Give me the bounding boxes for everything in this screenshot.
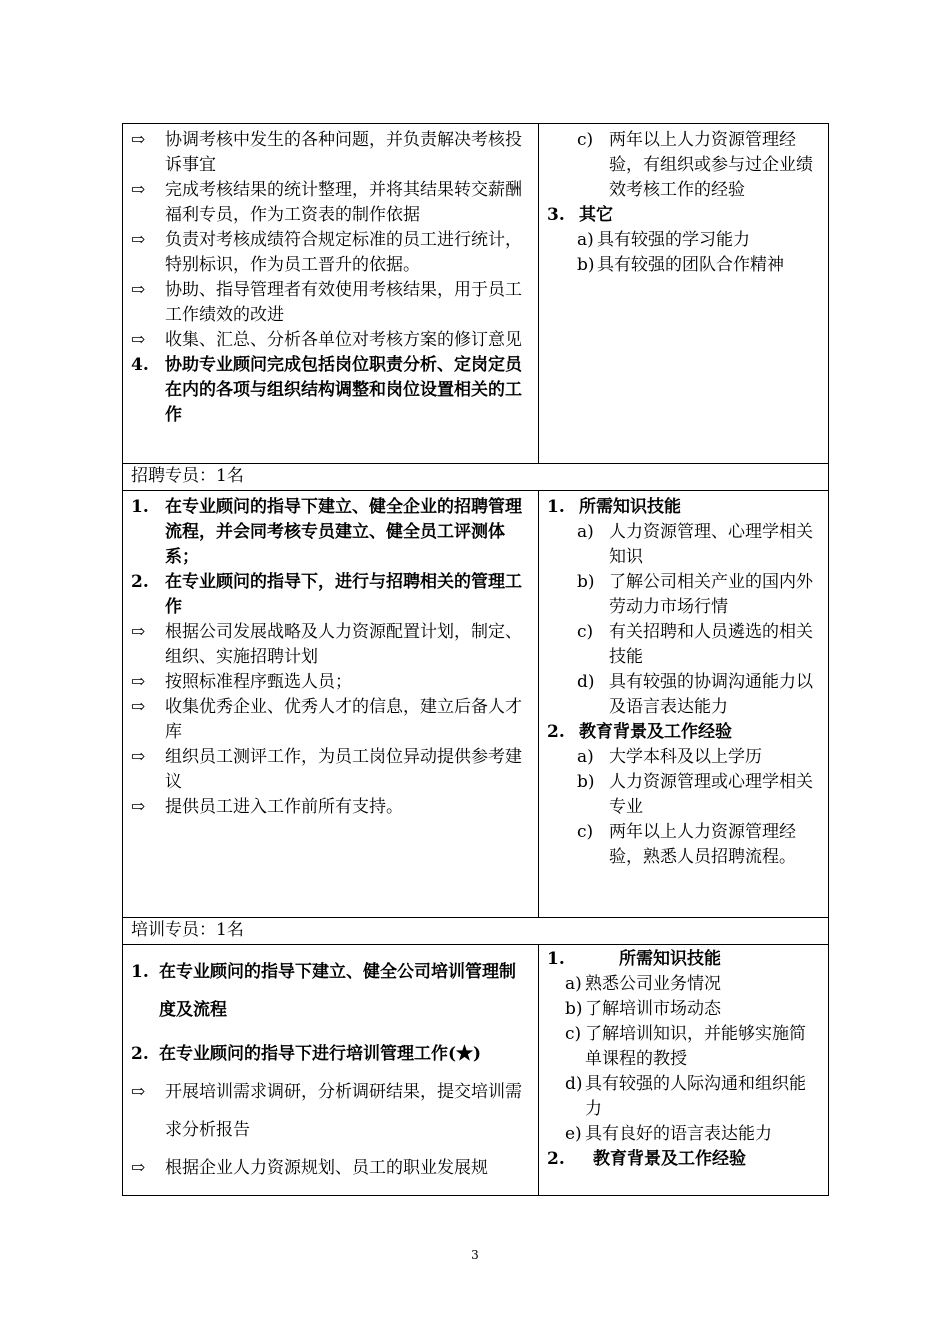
duties-cell [123, 491, 539, 918]
section-heading: 3. 其它 [547, 205, 613, 225]
list-item: ⇨ 根据公司发展战略及人力资源配置计划，制定、组织、实施招聘计划 [131, 622, 522, 667]
list-item: ⇨ 完成考核结果的统计整理，并将其结果转交薪酬福利专员，作为工资表的制作依据 [131, 180, 522, 225]
requirements-cell [539, 124, 829, 464]
section-heading: 1. 所需知识技能 [547, 949, 721, 969]
list-item: ⇨ 开展培训需求调研，分析调研结果，提交培训需求分析报告 [131, 1082, 522, 1140]
list-item: 1. 在专业顾问的指导下建立、健全公司培训管理制度及流程 [131, 962, 516, 1020]
list-item: c) 两年以上人力资源管理经验，熟悉人员招聘流程。 [577, 822, 796, 867]
duties-cell [123, 945, 539, 1196]
section-heading: 1. 所需知识技能 [547, 497, 681, 517]
list-item: b) 了解培训市场动态 [565, 999, 721, 1019]
list-item: ⇨ 根据企业人力资源规划、员工的职业发展规 [131, 1158, 488, 1178]
list-item: 1. 在专业顾问的指导下建立、健全企业的招聘管理流程，并会同考核专员建立、健全员工评测体系； [131, 497, 522, 567]
list-item: e) 具有良好的语言表达能力 [565, 1124, 772, 1144]
section-heading: 2. 教育背景及工作经验 [547, 722, 732, 742]
list-item: a) 熟悉公司业务情况 [565, 974, 721, 994]
list-item: 4. 协助专业顾问完成包括岗位职责分析、定岗定员在内的各项与组织结构调整和岗位设置相关的工作 [131, 355, 522, 425]
list-item: ⇨ 协调考核中发生的各种问题，并负责解决考核投诉事宜 [131, 130, 522, 175]
table-row [123, 491, 829, 918]
section-header-cell [123, 464, 829, 491]
list-item: d) 具有较强的人际沟通和组织能力 [565, 1074, 806, 1119]
list-item: c) 两年以上人力资源管理经验，有组织或参与过企业绩效考核工作的经验 [577, 130, 813, 200]
list-item: c) 有关招聘和人员遴选的相关技能 [577, 622, 813, 667]
section-header-cell [123, 918, 829, 945]
requirements-cell [539, 491, 829, 918]
list-item: d) 具有较强的协调沟通能力以及语言表达能力 [577, 672, 813, 717]
list-item: ⇨ 负责对考核成绩符合规定标准的员工进行统计，特别标识，作为员工晋升的依据。 [131, 230, 522, 275]
list-item: ⇨ 组织员工测评工作，为员工岗位异动提供参考建议 [131, 747, 522, 792]
section-heading: 2. 教育背景及工作经验 [547, 1149, 746, 1169]
recruit-header: 招聘专员：1名 [131, 466, 244, 486]
job-description-table [122, 123, 829, 1196]
list-item: 2. 在专业顾问的指导下，进行与招聘相关的管理工作 [131, 572, 522, 617]
list-item: b) 人力资源管理或心理学相关专业 [577, 772, 813, 817]
list-item: ⇨ 收集优秀企业、优秀人才的信息，建立后备人才库 [131, 697, 522, 742]
list-item: ⇨ 提供员工进入工作前所有支持。 [131, 797, 403, 817]
list-item: 2. 在专业顾问的指导下进行培训管理工作(★) [131, 1044, 482, 1064]
list-item: ⇨ 协助、指导管理者有效使用考核结果，用于员工工作绩效的改进 [131, 280, 522, 325]
table-row [123, 945, 829, 1196]
list-item: a) 人力资源管理、心理学相关知识 [577, 522, 813, 567]
training-header: 培训专员：1名 [131, 920, 244, 940]
table-row [123, 918, 829, 945]
duties-cell [123, 124, 539, 464]
list-item: ⇨ 收集、汇总、分析各单位对考核方案的修订意见 [131, 330, 522, 350]
table-row [123, 464, 829, 491]
page-number: 3 [471, 1248, 479, 1262]
list-item: b) 了解公司相关产业的国内外劳动力市场行情 [577, 572, 813, 617]
list-item: b) 具有较强的团队合作精神 [577, 255, 784, 275]
list-item: a) 大学本科及以上学历 [577, 747, 762, 767]
list-item: a) 具有较强的学习能力 [577, 230, 750, 250]
requirements-cell [539, 945, 829, 1196]
table-row [123, 124, 829, 464]
list-item: c) 了解培训知识，并能够实施简单课程的教授 [565, 1024, 806, 1069]
list-item: ⇨ 按照标准程序甄选人员； [131, 672, 352, 692]
